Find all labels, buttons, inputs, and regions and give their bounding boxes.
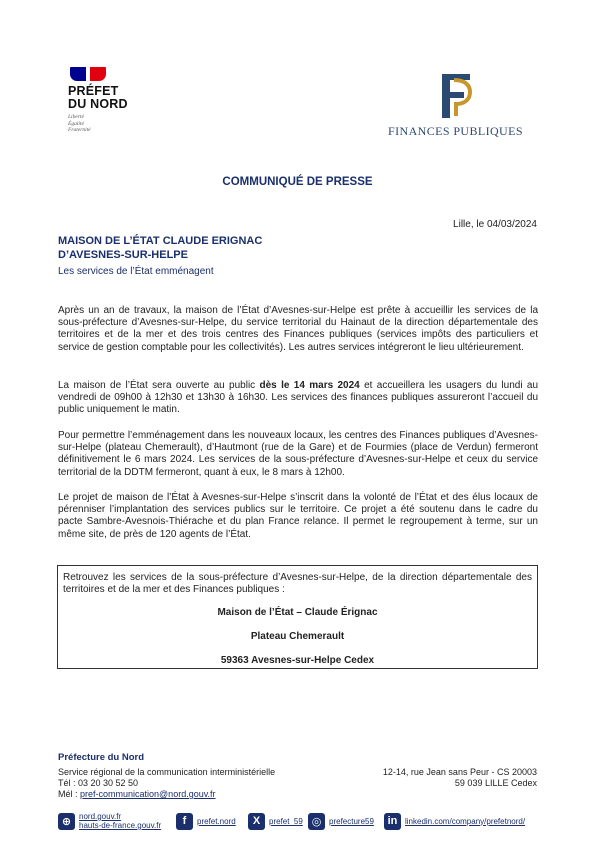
- footer-mel: [58, 789, 275, 800]
- subheadline: Les services de l’État emménagent: [58, 266, 214, 277]
- finances-publiques-monogram-icon: [436, 70, 476, 122]
- footer-tel: Tél : 03 20 30 52 50: [58, 778, 139, 788]
- marianne-icon: [70, 67, 106, 81]
- address-box-line2: Plateau Chemerault: [250, 631, 345, 642]
- x-icon: X: [248, 813, 265, 830]
- footer-org: Préfecture du Nord: [58, 752, 145, 763]
- social-x-text[interactable]: prefet_59: [269, 816, 303, 826]
- footer-contact: [58, 767, 275, 800]
- social-links: [58, 810, 538, 834]
- devise-egalite: Égalité: [68, 120, 84, 127]
- paragraph-2: [58, 380, 538, 417]
- social-website-2[interactable]: hauts-de-france.gouv.fr: [79, 821, 162, 830]
- prefet-title: [68, 85, 148, 111]
- headline-line1: MAISON DE L’ÉTAT CLAUDE ERIGNAC: [58, 235, 263, 247]
- paragraph-2-end: et accueillera les usagers du lundi au vendredi de 09h00 à 12h30 et 13h30 à 16h30. Les services des finances publiques assureront l’accueil du public uniquement le matin.: [58, 380, 539, 416]
- social-facebook[interactable]: [176, 810, 236, 832]
- address-box-line1: Maison de l’État – Claude Érignac: [217, 607, 378, 618]
- prefet-line1: PRÉFET: [68, 84, 119, 98]
- social-linkedin[interactable]: [384, 810, 525, 832]
- finances-publiques-logo: [383, 70, 528, 139]
- social-instagram-text[interactable]: prefecture59: [329, 816, 374, 826]
- globe-icon: ⊕: [58, 813, 75, 830]
- linkedin-icon: in: [384, 813, 401, 830]
- headline-line2: D’AVESNES-SUR-HELPE: [58, 249, 188, 261]
- prefet-logo: [68, 67, 148, 134]
- paragraph-2-start: La maison de l’État sera ouverte au public: [58, 380, 260, 391]
- paragraph-3: Pour permettre l’emménagement dans les nouveaux locaux, les centres des Finances publiques d’Avesnes-sur-Helpe (plateau Chemerault), d’Hautmont (rue de la Gare) et de Fourmies (place de Verdun) fermeront définitivement le 6 mars 2024. Les services de la sous-préfecture d’Avesnes-sur-Helpe et ceux du service territorial de la DDTM fermeront, quant à eux, le 8 mars à 12h00.: [58, 430, 538, 478]
- prefet-line2: DU NORD: [68, 97, 128, 111]
- footer-address: [383, 767, 537, 789]
- paragraph-4: Le projet de maison de l’État à Avesnes-sur-Helpe s’inscrit dans la volonté de l’État et des élus locaux de pérenniser l’implantation des services publics sur le territoire. Ce projet a été soutenu dans le cadre du pacte Sambre-Avesnois-Thiérache et du plan France relance. Il permet le regroupement à terme, sur un même site, de près de 120 agents de l’État.: [58, 492, 538, 540]
- finances-publiques-label: FINANCES PUBLIQUES: [388, 124, 523, 138]
- social-website-1[interactable]: nord.gouv.fr: [79, 812, 122, 821]
- footer-address-line1: 12-14, rue Jean sans Peur - CS 20003: [382, 767, 537, 777]
- social-websites-text: [79, 812, 161, 830]
- footer-address-line2: 59 039 LILLE Cedex: [454, 778, 537, 788]
- social-facebook-text[interactable]: prefet.nord: [197, 816, 236, 826]
- social-linkedin-text[interactable]: linkedin.com/company/prefetnord/: [405, 816, 526, 826]
- footer-mel-link[interactable]: pref-communication@nord.gouv.fr: [80, 789, 216, 799]
- devise-fraternite: Fraternité: [68, 127, 91, 133]
- devise: [68, 114, 148, 134]
- footer-service: Service régional de la communication interministérielle: [58, 767, 276, 777]
- devise-liberte: Liberté: [68, 114, 84, 120]
- social-websites[interactable]: [58, 810, 161, 832]
- document-title: COMMUNIQUÉ DE PRESSE: [222, 176, 373, 188]
- instagram-icon: ◎: [308, 813, 325, 830]
- paragraph-2-bold-date: dès le 14 mars 2024: [259, 380, 360, 391]
- facebook-icon: f: [176, 813, 193, 830]
- address-box-intro: Retrouvez les services de la sous-préfecture d’Avesnes-sur-Helpe, de la direction départementale des territoires et de la mer et des Finances publiques :: [63, 572, 532, 596]
- paragraph-1: Après un an de travaux, la maison de l’État d’Avesnes-sur-Helpe est prête à accueillir les services de la sous-préfecture d’Avesnes-sur-Helpe, du service territorial du Hainaut de la direction départementale des territoires et de la mer et des trois centres des Finances publiques (services impôts des particuliers et service de gestion comptable pour les collectivités). Les autres services intégreront le lieu ultérieurement.: [58, 305, 538, 353]
- footer-mel-label: Mél :: [58, 789, 81, 799]
- address-box: [57, 565, 538, 669]
- social-x[interactable]: [248, 810, 303, 832]
- social-instagram[interactable]: [308, 810, 374, 832]
- dateline: Lille, le 04/03/2024: [453, 219, 537, 230]
- headline: [58, 234, 262, 262]
- address-box-line3: 59363 Avesnes-sur-Helpe Cedex: [220, 655, 375, 666]
